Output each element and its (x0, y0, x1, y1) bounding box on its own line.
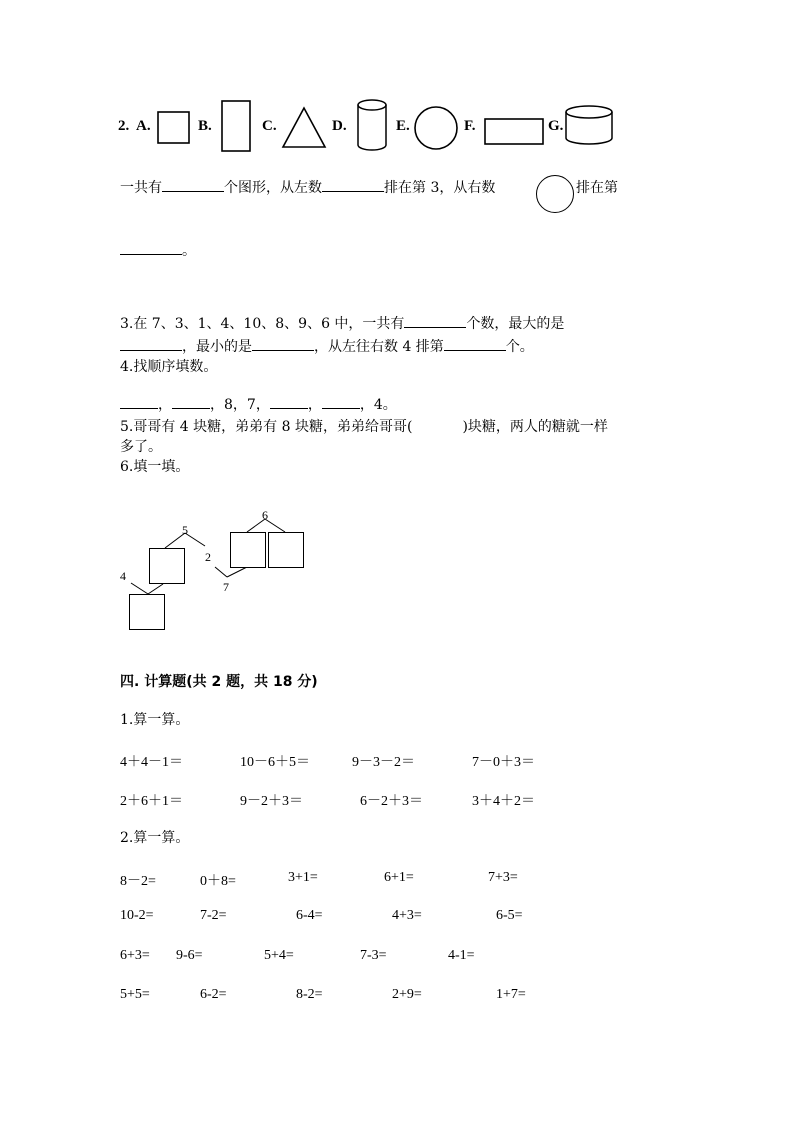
circle-icon (415, 107, 457, 149)
label-b: B. (198, 118, 212, 134)
calc-item: 1+7= (496, 987, 526, 1002)
q5-text-2: )块糖，两人的糖就一样 (462, 419, 608, 435)
answer-blank[interactable] (120, 338, 182, 351)
calc-item: 3+1= (288, 870, 318, 885)
tree-number-5: 5 (182, 523, 188, 537)
calc-item: 10－6＋5＝ (240, 755, 310, 770)
q3-line-2 (120, 338, 534, 356)
calc-item: 7－0＋3＝ (472, 755, 535, 770)
tree-number-2: 2 (205, 550, 211, 564)
q2-text-2: 个图形，从左数 (224, 180, 322, 196)
tree-answer-box[interactable] (129, 594, 165, 630)
q2-text-1: 一共有 (120, 180, 162, 196)
label-e: E. (396, 118, 410, 134)
q2-text-end: 。 (182, 243, 196, 259)
calc-item: 5+4= (264, 948, 294, 963)
shapes-figure (116, 96, 616, 154)
calc-item: 8－2= (120, 874, 156, 889)
q5-line-1 (120, 418, 608, 436)
answer-blank[interactable] (172, 396, 210, 409)
calc-item: 5+5= (120, 987, 150, 1002)
tree-answer-box[interactable] (149, 548, 185, 584)
calc-item: 10-2= (120, 908, 154, 923)
calc-item: 7-3= (360, 948, 387, 963)
q3-text-2: 个数，最大的是 (466, 316, 565, 332)
shapes-strip (116, 96, 616, 154)
label-a: A. (136, 118, 151, 134)
answer-blank[interactable] (120, 242, 182, 255)
label-g: G. (548, 118, 564, 134)
calc-item: 9－3－2＝ (352, 755, 415, 770)
q4-seq-text: 8，7， (224, 397, 270, 413)
answer-blank[interactable] (120, 396, 158, 409)
wide-rectangle-icon (485, 119, 543, 144)
q3-text-1: 3.在 7、3、1、4、10、8、9、6 中，一共有 (120, 316, 405, 332)
calc-item: 2＋6＋1＝ (120, 794, 183, 809)
calc-item: 4+3= (392, 908, 422, 923)
calc-item: 9-6= (176, 948, 203, 963)
calc-item: 9－2＋3＝ (240, 794, 303, 809)
q4-sep: ， (210, 397, 224, 413)
circle-icon (536, 175, 574, 213)
square-icon (158, 112, 189, 143)
triangle-icon (283, 108, 325, 147)
q5-line-2: 多了。 (120, 439, 162, 455)
number-tree-figure (115, 505, 315, 635)
calc-item: 6-2= (200, 987, 227, 1002)
tree-answer-box[interactable] (230, 532, 266, 568)
tall-rectangle-icon (222, 101, 250, 151)
q4-title: 4.找顺序填数。 (120, 359, 218, 375)
calc-item: 6-4= (296, 908, 323, 923)
tree-number-6: 6 (262, 508, 268, 522)
q4-sep: ， (158, 397, 172, 413)
q2-text-3: 排在第 3，从右数 (384, 180, 496, 196)
section-title: 四. 计算题(共 2 题，共 18 分) (120, 674, 318, 690)
answer-blank[interactable] (162, 179, 224, 192)
calc-item: 0＋8= (200, 874, 236, 889)
answer-blank[interactable] (404, 315, 466, 328)
q3-text-3: ，最小的是 (182, 339, 252, 355)
calc-item: 7-2= (200, 908, 227, 923)
tree-answer-box[interactable] (268, 532, 304, 568)
label-d: D. (332, 118, 347, 134)
q3-text-4: ，从左往右数 4 排第 (314, 339, 444, 355)
q2-text-4: 排在第 (576, 180, 618, 196)
calc2-title: 2.算一算。 (120, 830, 190, 846)
q2-number: 2. (118, 118, 130, 134)
answer-blank[interactable] (444, 338, 506, 351)
calc-item: 6－2＋3＝ (360, 794, 423, 809)
calc-item: 6+1= (384, 870, 414, 885)
q5-text-1: 5.哥哥有 4 块糖，弟弟有 8 块糖，弟弟给哥哥( (120, 419, 413, 435)
calc-item: 2+9= (392, 987, 422, 1002)
answer-blank[interactable] (322, 396, 360, 409)
q2-question-line (120, 179, 495, 197)
answer-blank[interactable] (322, 179, 384, 192)
q3-text-5: 个。 (505, 339, 534, 355)
calc-item: 7+3= (488, 870, 518, 885)
q4-sequence (120, 396, 397, 414)
q3-line-1 (120, 315, 564, 333)
tree-number-4: 4 (120, 569, 126, 583)
answer-blank[interactable] (252, 338, 314, 351)
calc-item: 8-2= (296, 987, 323, 1002)
calc-item: 6+3= (120, 948, 150, 963)
calc-item: 3＋4＋2＝ (472, 794, 535, 809)
calc-item: 6-5= (496, 908, 523, 923)
label-c: C. (262, 118, 277, 134)
short-cylinder-icon (566, 106, 612, 144)
q4-sep: ， (307, 397, 322, 413)
label-f: F. (464, 118, 476, 134)
q4-seq-end: ，4。 (359, 397, 397, 413)
cylinder-icon (358, 100, 386, 150)
answer-blank[interactable] (270, 396, 308, 409)
q2-answer-line (120, 242, 196, 260)
q6-title: 6.填一填。 (120, 459, 190, 475)
calc-item: 4＋4－1＝ (120, 755, 183, 770)
calc-item: 4-1= (448, 948, 475, 963)
tree-number-7: 7 (223, 580, 229, 594)
calc1-title: 1.算一算。 (120, 712, 190, 728)
